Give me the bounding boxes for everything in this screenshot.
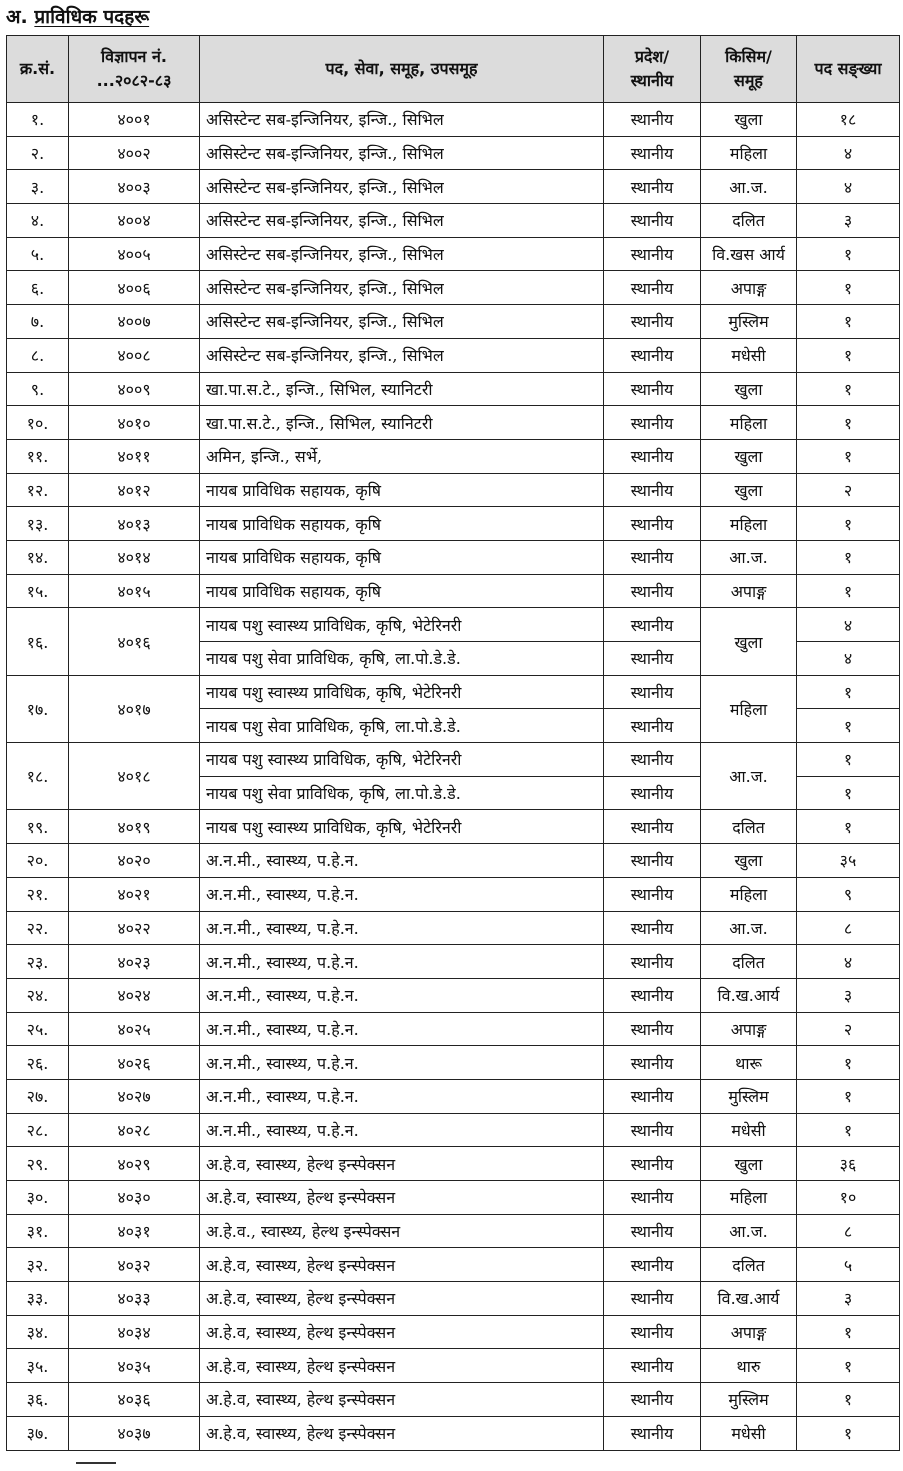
level-cell: स्थानीय (604, 1214, 701, 1248)
advertisement-number-cell: ४०३२ (69, 1248, 200, 1282)
serial-number-cell: १. (7, 103, 69, 137)
serial-number-cell: १७. (7, 675, 69, 742)
post-description-cell: नायब प्राविधिक सहायक, कृषि (200, 574, 604, 608)
category-cell: महिला (701, 136, 797, 170)
serial-number-cell: २२. (7, 911, 69, 945)
category-cell: दलित (701, 204, 797, 238)
post-count-cell: २ (797, 473, 900, 507)
table-row (7, 1079, 900, 1113)
level-cell: स्थानीय (604, 675, 701, 709)
table-row (7, 1012, 900, 1046)
serial-number-cell: ३५. (7, 1349, 69, 1383)
post-count-cell: ३ (797, 204, 900, 238)
serial-number-cell: २३. (7, 945, 69, 979)
level-cell: स्थानीय (604, 1416, 701, 1450)
col-header-post-label: पद, सेवा, समूह, उपसमूह (325, 59, 478, 78)
level-cell: स्थानीय (604, 540, 701, 574)
level-cell: स्थानीय (604, 1046, 701, 1080)
table-row (7, 1349, 900, 1383)
level-cell: स्थानीय (604, 136, 701, 170)
advertisement-number-cell: ४००१ (69, 103, 200, 137)
advertisement-number-cell: ४०२३ (69, 945, 200, 979)
advertisement-number-cell: ४००८ (69, 338, 200, 372)
level-cell: स्थानीय (604, 237, 701, 271)
advertisement-number-cell: ४०३३ (69, 1282, 200, 1316)
post-count-cell: ३ (797, 1282, 900, 1316)
level-cell: स्थानीय (604, 1147, 701, 1181)
col-header-post (200, 36, 604, 103)
serial-number-cell: १८. (7, 743, 69, 810)
post-description-cell: खा.पा.स.टे., इन्जि., सिभिल, स्यानिटरी (200, 372, 604, 406)
level-cell: स्थानीय (604, 103, 701, 137)
serial-number-cell: २८. (7, 1113, 69, 1147)
col-header-level-line1: प्रदेश/ (634, 47, 670, 66)
level-cell: स्थानीय (604, 743, 701, 777)
advertisement-number-cell: ४०३७ (69, 1416, 200, 1450)
post-description-cell: असिस्टेन्ट सब-इन्जिनियर, इन्जि., सिभिल (200, 338, 604, 372)
category-cell: महिला (701, 406, 797, 440)
serial-number-cell: २६. (7, 1046, 69, 1080)
table-row (7, 1383, 900, 1417)
table-row (7, 406, 900, 440)
table-row (7, 237, 900, 271)
advertisement-number-cell: ४०१६ (69, 608, 200, 675)
category-cell: आ.ज. (701, 170, 797, 204)
post-description-cell: अ.हे.व, स्वास्थ्य, हेल्थ इन्स्पेक्सन (200, 1248, 604, 1282)
advertisement-number-cell: ४०२२ (69, 911, 200, 945)
serial-number-cell: २५. (7, 1012, 69, 1046)
table-row (7, 1147, 900, 1181)
table-row (7, 540, 900, 574)
post-count-cell: ३६ (797, 1147, 900, 1181)
advertisement-number-cell: ४०२९ (69, 1147, 200, 1181)
level-cell: स्थानीय (604, 709, 701, 743)
category-cell: मुस्लिम (701, 305, 797, 339)
section-heading (6, 2, 149, 32)
serial-number-cell: ३०. (7, 1181, 69, 1215)
post-description-cell: नायब पशु स्वास्थ्य प्राविधिक, कृषि, भेटेरिनरी (200, 675, 604, 709)
advertisement-number-cell: ४०२० (69, 844, 200, 878)
category-cell: आ.ज. (701, 743, 797, 810)
post-description-cell: खा.पा.स.टे., इन्जि., सिभिल, स्यानिटरी (200, 406, 604, 440)
post-count-cell: १ (797, 574, 900, 608)
category-cell: महिला (701, 877, 797, 911)
level-cell: स्थानीय (604, 473, 701, 507)
table-row (7, 170, 900, 204)
post-description-cell: अ.न.मी., स्वास्थ्य, प.हे.न. (200, 945, 604, 979)
table-row (7, 608, 900, 642)
serial-number-cell: १६. (7, 608, 69, 675)
serial-number-cell: ३२. (7, 1248, 69, 1282)
table-row (7, 1214, 900, 1248)
post-description-cell: नायब पशु स्वास्थ्य प्राविधिक, कृषि, भेटेरिनरी (200, 608, 604, 642)
level-cell: स्थानीय (604, 1113, 701, 1147)
level-cell: स्थानीय (604, 844, 701, 878)
table-row (7, 103, 900, 137)
category-cell: मुस्लिम (701, 1383, 797, 1417)
serial-number-cell: १९. (7, 810, 69, 844)
post-description-cell: अ.न.मी., स्वास्थ्य, प.हे.न. (200, 877, 604, 911)
serial-number-cell: २९. (7, 1147, 69, 1181)
post-description-cell: नायब पशु सेवा प्राविधिक, कृषि, ला.पो.डे.डे. (200, 776, 604, 810)
table-row (7, 204, 900, 238)
col-header-level (604, 36, 701, 103)
level-cell: स्थानीय (604, 642, 701, 676)
serial-number-cell: ३७. (7, 1416, 69, 1450)
post-description-cell: अ.हे.व, स्वास्थ्य, हेल्थ इन्स्पेक्सन (200, 1383, 604, 1417)
post-description-cell: अ.न.मी., स्वास्थ्य, प.हे.न. (200, 844, 604, 878)
post-count-cell: ४ (797, 170, 900, 204)
advertisement-number-cell: ४००४ (69, 204, 200, 238)
post-count-cell: ९ (797, 877, 900, 911)
post-description-cell: अ.न.मी., स्वास्थ्य, प.हे.न. (200, 1012, 604, 1046)
table-row (7, 911, 900, 945)
post-count-cell: १ (797, 439, 900, 473)
advertisement-number-cell: ४०१८ (69, 743, 200, 810)
post-description-cell: अ.हे.व, स्वास्थ्य, हेल्थ इन्स्पेक्सन (200, 1181, 604, 1215)
serial-number-cell: १२. (7, 473, 69, 507)
serial-number-cell: ६. (7, 271, 69, 305)
table-row (7, 1416, 900, 1450)
serial-number-cell: ८. (7, 338, 69, 372)
category-cell: खुला (701, 372, 797, 406)
advertisement-number-cell: ४००६ (69, 271, 200, 305)
post-count-cell: ४ (797, 642, 900, 676)
level-cell: स्थानीय (604, 810, 701, 844)
category-cell: थारू (701, 1046, 797, 1080)
post-count-cell: १ (797, 372, 900, 406)
level-cell: स्थानीय (604, 204, 701, 238)
post-count-cell: १ (797, 540, 900, 574)
post-description-cell: असिस्टेन्ट सब-इन्जिनियर, इन्जि., सिभिल (200, 204, 604, 238)
post-count-cell: १ (797, 237, 900, 271)
advertisement-number-cell: ४०३६ (69, 1383, 200, 1417)
category-cell: वि.ख.आर्य (701, 1282, 797, 1316)
level-cell: स्थानीय (604, 507, 701, 541)
page-continuation-mark (6, 1462, 126, 1471)
post-description-cell: असिस्टेन्ट सब-इन्जिनियर, इन्जि., सिभिल (200, 170, 604, 204)
post-description-cell: अ.हे.व, स्वास्थ्य, हेल्थ इन्स्पेक्सन (200, 1416, 604, 1450)
post-description-cell: नायब पशु स्वास्थ्य प्राविधिक, कृषि, भेटेरिनरी (200, 810, 604, 844)
level-cell: स्थानीय (604, 945, 701, 979)
table-row (7, 1248, 900, 1282)
post-count-cell: १ (797, 305, 900, 339)
post-description-cell: असिस्टेन्ट सब-इन्जिनियर, इन्जि., सिभिल (200, 103, 604, 137)
serial-number-cell: ५. (7, 237, 69, 271)
table-row (7, 1181, 900, 1215)
advertisement-number-cell: ४०१७ (69, 675, 200, 742)
serial-number-cell: १३. (7, 507, 69, 541)
serial-number-cell: ११. (7, 439, 69, 473)
category-cell: दलित (701, 945, 797, 979)
post-description-cell: असिस्टेन्ट सब-इन्जिनियर, इन्जि., सिभिल (200, 305, 604, 339)
post-count-cell: १ (797, 1416, 900, 1450)
advertisement-number-cell: ४०२५ (69, 1012, 200, 1046)
level-cell: स्थानीय (604, 406, 701, 440)
serial-number-cell: २. (7, 136, 69, 170)
category-cell: महिला (701, 1181, 797, 1215)
post-count-cell: ३ (797, 978, 900, 1012)
post-count-cell: १ (797, 271, 900, 305)
table-row (7, 473, 900, 507)
table-row (7, 1113, 900, 1147)
advertisement-number-cell: ४०१५ (69, 574, 200, 608)
level-cell: स्थानीय (604, 170, 701, 204)
level-cell: स्थानीय (604, 1282, 701, 1316)
category-cell: अपाङ्ग (701, 574, 797, 608)
col-header-count-label: पद सङ्ख्या (814, 59, 882, 78)
post-description-cell: अ.न.मी., स्वास्थ्य, प.हे.न. (200, 1079, 604, 1113)
category-cell: वि.खस आर्य (701, 237, 797, 271)
advertisement-number-cell: ४०१० (69, 406, 200, 440)
serial-number-cell: १५. (7, 574, 69, 608)
post-count-cell: १ (797, 776, 900, 810)
col-header-level-line2: स्थानीय (630, 71, 674, 90)
post-count-cell: १ (797, 1349, 900, 1383)
col-header-adv (69, 36, 200, 103)
category-cell: खुला (701, 1147, 797, 1181)
col-header-type-line1: किसिम/ (725, 47, 772, 66)
post-description-cell: अ.न.मी., स्वास्थ्य, प.हे.न. (200, 911, 604, 945)
post-description-cell: अ.हे.व, स्वास्थ्य, हेल्थ इन्स्पेक्सन (200, 1147, 604, 1181)
post-description-cell: नायब पशु सेवा प्राविधिक, कृषि, ला.पो.डे.डे. (200, 709, 604, 743)
advertisement-number-cell: ४००२ (69, 136, 200, 170)
advertisement-number-cell: ४००५ (69, 237, 200, 271)
serial-number-cell: २४. (7, 978, 69, 1012)
serial-number-cell: ३४. (7, 1315, 69, 1349)
advertisement-number-cell: ४०२७ (69, 1079, 200, 1113)
level-cell: स्थानीय (604, 1012, 701, 1046)
category-cell: अपाङ्ग (701, 1315, 797, 1349)
post-description-cell: अ.हे.व, स्वास्थ्य, हेल्थ इन्स्पेक्सन (200, 1282, 604, 1316)
table-row (7, 945, 900, 979)
post-count-cell: १ (797, 406, 900, 440)
advertisement-number-cell: ४०३१ (69, 1214, 200, 1248)
level-cell: स्थानीय (604, 1383, 701, 1417)
advertisement-number-cell: ४०१२ (69, 473, 200, 507)
post-description-cell: नायब प्राविधिक सहायक, कृषि (200, 507, 604, 541)
category-cell: खुला (701, 844, 797, 878)
serial-number-cell: ३१. (7, 1214, 69, 1248)
table-row (7, 743, 900, 777)
post-count-cell: १ (797, 675, 900, 709)
post-description-cell: असिस्टेन्ट सब-इन्जिनियर, इन्जि., सिभिल (200, 271, 604, 305)
post-count-cell: ४ (797, 945, 900, 979)
post-description-cell: अ.न.मी., स्वास्थ्य, प.हे.न. (200, 1113, 604, 1147)
table-row (7, 675, 900, 709)
level-cell: स्थानीय (604, 776, 701, 810)
posts-table (6, 35, 900, 1451)
table-header-row (7, 36, 900, 103)
category-cell: महिला (701, 675, 797, 742)
category-cell: दलित (701, 810, 797, 844)
section-prefix: अ. (6, 6, 28, 28)
level-cell: स्थानीय (604, 574, 701, 608)
level-cell: स्थानीय (604, 271, 701, 305)
level-cell: स्थानीय (604, 1248, 701, 1282)
level-cell: स्थानीय (604, 1181, 701, 1215)
serial-number-cell: २०. (7, 844, 69, 878)
category-cell: वि.ख.आर्य (701, 978, 797, 1012)
level-cell: स्थानीय (604, 911, 701, 945)
post-description-cell: असिस्टेन्ट सब-इन्जिनियर, इन्जि., सिभिल (200, 237, 604, 271)
category-cell: अपाङ्ग (701, 271, 797, 305)
table-row (7, 372, 900, 406)
table-row (7, 1315, 900, 1349)
col-header-adv-line2: ...२०८२-८३ (96, 71, 172, 90)
advertisement-number-cell: ४०३० (69, 1181, 200, 1215)
advertisement-number-cell: ४०२८ (69, 1113, 200, 1147)
post-count-cell: १ (797, 1315, 900, 1349)
table-row (7, 810, 900, 844)
category-cell: खुला (701, 473, 797, 507)
advertisement-number-cell: ४००९ (69, 372, 200, 406)
category-cell: मधेसी (701, 1416, 797, 1450)
post-count-cell: १ (797, 1383, 900, 1417)
post-count-cell: १ (797, 1113, 900, 1147)
advertisement-number-cell: ४०३५ (69, 1349, 200, 1383)
col-header-type-line2: समूह (734, 71, 763, 90)
post-description-cell: अमिन, इन्जि., सर्भे, (200, 439, 604, 473)
serial-number-cell: २७. (7, 1079, 69, 1113)
advertisement-number-cell: ४०२१ (69, 877, 200, 911)
level-cell: स्थानीय (604, 305, 701, 339)
post-count-cell: ५ (797, 1248, 900, 1282)
table-row (7, 439, 900, 473)
post-count-cell: १ (797, 1046, 900, 1080)
serial-number-cell: १०. (7, 406, 69, 440)
table-row (7, 844, 900, 878)
table-row (7, 338, 900, 372)
post-description-cell: अ.न.मी., स्वास्थ्य, प.हे.न. (200, 978, 604, 1012)
level-cell: स्थानीय (604, 608, 701, 642)
post-description-cell: अ.हे.व, स्वास्थ्य, हेल्थ इन्स्पेक्सन (200, 1315, 604, 1349)
advertisement-number-cell: ४०१३ (69, 507, 200, 541)
table-row (7, 574, 900, 608)
level-cell: स्थानीय (604, 338, 701, 372)
post-description-cell: नायब पशु सेवा प्राविधिक, कृषि, ला.पो.डे.डे. (200, 642, 604, 676)
advertisement-number-cell: ४०११ (69, 439, 200, 473)
table-row (7, 1282, 900, 1316)
level-cell: स्थानीय (604, 1349, 701, 1383)
advertisement-number-cell: ४०१९ (69, 810, 200, 844)
serial-number-cell: ३६. (7, 1383, 69, 1417)
serial-number-cell: ७. (7, 305, 69, 339)
col-header-sn-label: क्र.सं. (19, 59, 56, 78)
post-count-cell: १ (797, 743, 900, 777)
post-description-cell: अ.न.मी., स्वास्थ्य, प.हे.न. (200, 1046, 604, 1080)
advertisement-number-cell: ४०२६ (69, 1046, 200, 1080)
post-count-cell: १ (797, 810, 900, 844)
table-row (7, 978, 900, 1012)
category-cell: आ.ज. (701, 1214, 797, 1248)
post-count-cell: ४ (797, 608, 900, 642)
advertisement-number-cell: ४००७ (69, 305, 200, 339)
level-cell: स्थानीय (604, 439, 701, 473)
category-cell: आ.ज. (701, 911, 797, 945)
level-cell: स्थानीय (604, 372, 701, 406)
post-description-cell: अ.हे.व, स्वास्थ्य, हेल्थ इन्स्पेक्सन (200, 1349, 604, 1383)
post-count-cell: ४ (797, 136, 900, 170)
advertisement-number-cell: ४०२४ (69, 978, 200, 1012)
advertisement-number-cell: ४००३ (69, 170, 200, 204)
serial-number-cell: ४. (7, 204, 69, 238)
post-count-cell: १० (797, 1181, 900, 1215)
level-cell: स्थानीय (604, 1079, 701, 1113)
serial-number-cell: १४. (7, 540, 69, 574)
category-cell: दलित (701, 1248, 797, 1282)
serial-number-cell: ९. (7, 372, 69, 406)
category-cell: खुला (701, 608, 797, 675)
table-row (7, 1046, 900, 1080)
level-cell: स्थानीय (604, 1315, 701, 1349)
post-description-cell: अ.हे.व., स्वास्थ्य, हेल्थ इन्स्पेक्सन (200, 1214, 604, 1248)
section-title: प्राविधिक पदहरू (34, 6, 150, 28)
col-header-adv-line1: विज्ञापन नं. (101, 47, 167, 66)
post-count-cell: १ (797, 1079, 900, 1113)
post-description-cell: नायब पशु स्वास्थ्य प्राविधिक, कृषि, भेटेरिनरी (200, 743, 604, 777)
post-count-cell: १ (797, 338, 900, 372)
category-cell: मधेसी (701, 338, 797, 372)
level-cell: स्थानीय (604, 877, 701, 911)
table-row (7, 136, 900, 170)
post-description-cell: नायब प्राविधिक सहायक, कृषि (200, 540, 604, 574)
post-description-cell: नायब प्राविधिक सहायक, कृषि (200, 473, 604, 507)
category-cell: अपाङ्ग (701, 1012, 797, 1046)
serial-number-cell: २१. (7, 877, 69, 911)
advertisement-number-cell: ४०३४ (69, 1315, 200, 1349)
table-row (7, 305, 900, 339)
level-cell: स्थानीय (604, 978, 701, 1012)
category-cell: खुला (701, 439, 797, 473)
table-body (7, 103, 900, 1451)
col-header-count (797, 36, 900, 103)
post-count-cell: १ (797, 507, 900, 541)
category-cell: मुस्लिम (701, 1079, 797, 1113)
category-cell: मधेसी (701, 1113, 797, 1147)
table-row (7, 877, 900, 911)
advertisement-number-cell: ४०१४ (69, 540, 200, 574)
category-cell: आ.ज. (701, 540, 797, 574)
serial-number-cell: ३३. (7, 1282, 69, 1316)
category-cell: खुला (701, 103, 797, 137)
post-count-cell: ८ (797, 1214, 900, 1248)
category-cell: महिला (701, 507, 797, 541)
post-count-cell: ८ (797, 911, 900, 945)
table-row (7, 507, 900, 541)
serial-number-cell: ३. (7, 170, 69, 204)
col-header-type (701, 36, 797, 103)
post-description-cell: असिस्टेन्ट सब-इन्जिनियर, इन्जि., सिभिल (200, 136, 604, 170)
post-count-cell: २ (797, 1012, 900, 1046)
table-row (7, 271, 900, 305)
col-header-sn (7, 36, 69, 103)
post-count-cell: ३५ (797, 844, 900, 878)
post-count-cell: १ (797, 709, 900, 743)
post-count-cell: १८ (797, 103, 900, 137)
category-cell: थारु (701, 1349, 797, 1383)
